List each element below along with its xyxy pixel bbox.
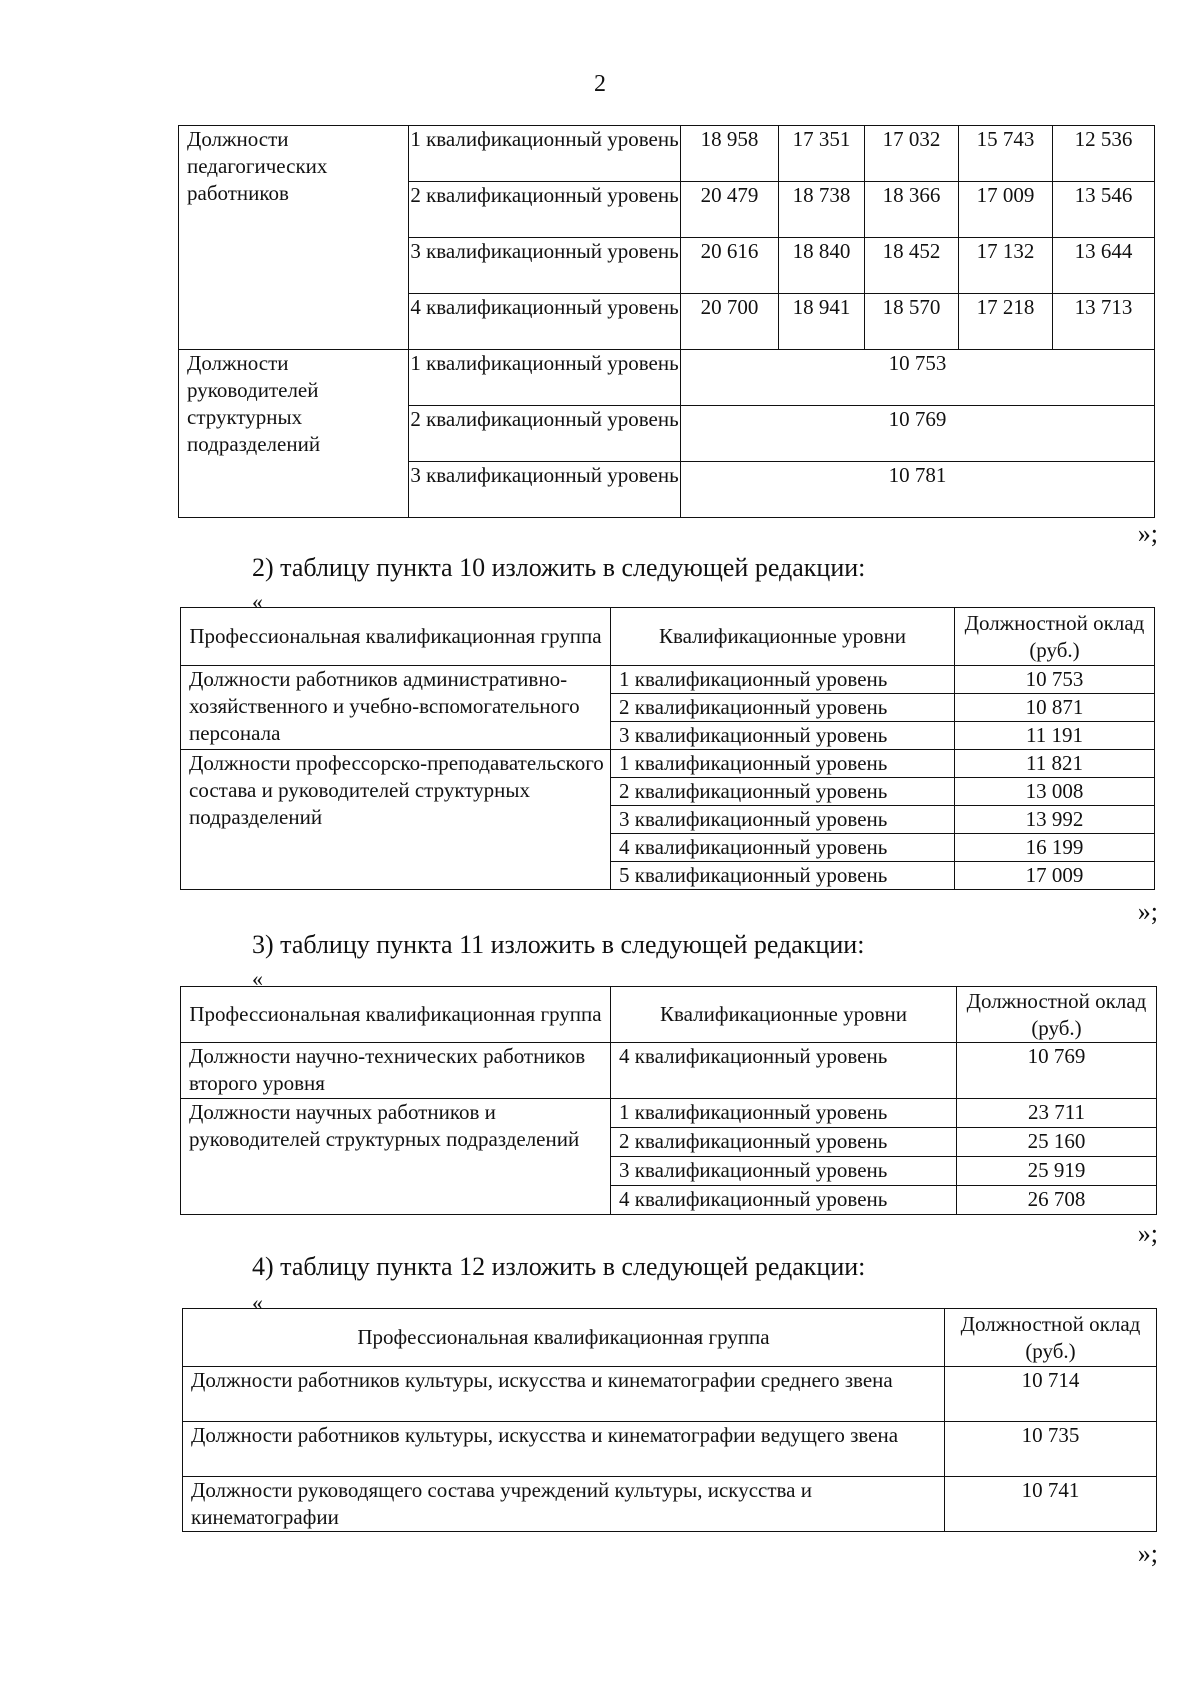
instruction-paragraph: 2) таблицу пункта 10 изложить в следующей редакции:	[252, 553, 866, 582]
table4-salary-cell: 10 735	[945, 1422, 1157, 1477]
table1-level-cell: 4 квалификационный уровень	[409, 294, 681, 350]
table2-salary-cell: 11 191	[955, 722, 1155, 750]
table3-level-cell: 4 квалификационный уровень	[611, 1043, 957, 1099]
table1-value-cell: 20 700	[681, 294, 779, 350]
table2-level-cell: 5 квалификационный уровень	[611, 862, 955, 890]
table2-header-salary: Должностной оклад (руб.)	[955, 608, 1155, 666]
table1-value-cell: 13 713	[1053, 294, 1155, 350]
table1-value-cell: 18 366	[865, 182, 959, 238]
table3-header-group: Профессиональная квалификационная группа	[181, 987, 611, 1043]
page-number: 2	[594, 71, 606, 97]
table4-salary-cell: 10 741	[945, 1477, 1157, 1532]
table2-level-cell: 2 квалификационный уровень	[611, 778, 955, 806]
instruction-paragraph: 3) таблицу пункта 11 изложить в следующей редакции:	[252, 930, 865, 959]
table2-level-cell: 1 квалификационный уровень	[611, 666, 955, 694]
table1-level-cell: 2 квалификационный уровень	[409, 406, 681, 462]
open-quote: «	[252, 1290, 263, 1315]
table1-value-cell: 12 536	[1053, 126, 1155, 182]
open-quote: «	[252, 966, 263, 991]
table-2	[180, 607, 1155, 890]
table1-level-cell: 2 квалификационный уровень	[409, 182, 681, 238]
table1-group-cell: Должности руководителей структурных подразделений	[179, 350, 409, 518]
table3-salary-cell: 26 708	[957, 1186, 1157, 1215]
table1-merged-value-cell: 10 753	[681, 350, 1155, 406]
table2-salary-cell: 16 199	[955, 834, 1155, 862]
table1-value-cell: 18 941	[779, 294, 865, 350]
table1-value-cell: 17 218	[959, 294, 1053, 350]
table4-header-salary: Должностной оклад (руб.)	[945, 1309, 1157, 1367]
table2-salary-cell: 13 008	[955, 778, 1155, 806]
table4-group-cell: Должности работников культуры, искусства и кинематографии среднего звена	[183, 1367, 945, 1422]
table1-value-cell: 18 570	[865, 294, 959, 350]
table2-salary-cell: 10 871	[955, 694, 1155, 722]
close-quote: »;	[1137, 1539, 1158, 1568]
table3-salary-cell: 25 919	[957, 1157, 1157, 1186]
table3-level-cell: 3 квалификационный уровень	[611, 1157, 957, 1186]
table2-header-group: Профессиональная квалификационная группа	[181, 608, 611, 666]
table2-salary-cell: 13 992	[955, 806, 1155, 834]
table4-group-cell: Должности руководящего состава учреждений культуры, искусства и кинематографии	[183, 1477, 945, 1532]
table3-salary-cell: 25 160	[957, 1128, 1157, 1157]
close-quote: »;	[1137, 519, 1158, 548]
table4-header-group: Профессиональная квалификационная группа	[183, 1309, 945, 1367]
table1-value-cell: 17 132	[959, 238, 1053, 294]
table1-value-cell: 20 616	[681, 238, 779, 294]
table4-salary-cell: 10 714	[945, 1367, 1157, 1422]
table3-level-cell: 4 квалификационный уровень	[611, 1186, 957, 1215]
table1-level-cell: 1 квалификационный уровень	[409, 350, 681, 406]
table3-header-salary: Должностной оклад (руб.)	[957, 987, 1157, 1043]
table1-merged-value-cell: 10 781	[681, 462, 1155, 518]
table2-level-cell: 3 квалификационный уровень	[611, 806, 955, 834]
table1-value-cell: 18 738	[779, 182, 865, 238]
table3-group-cell: Должности научных работников и руководителей структурных подразделений	[181, 1099, 611, 1215]
close-quote: »;	[1137, 1219, 1158, 1248]
close-quote: »;	[1137, 897, 1158, 926]
table2-level-cell: 4 квалификационный уровень	[611, 834, 955, 862]
table1-level-cell: 3 квалификационный уровень	[409, 462, 681, 518]
table1-group-cell: Должности педагогических работников	[179, 126, 409, 350]
table3-level-cell: 1 квалификационный уровень	[611, 1099, 957, 1128]
table2-header-levels: Квалификационные уровни	[611, 608, 955, 666]
instruction-paragraph: 4) таблицу пункта 12 изложить в следующей редакции:	[252, 1252, 866, 1281]
table2-group-cell: Должности работников административно-хозяйственного и учебно-вспомогательного персонала	[181, 666, 611, 750]
table2-level-cell: 3 квалификационный уровень	[611, 722, 955, 750]
table4-group-cell: Должности работников культуры, искусства и кинематографии ведущего звена	[183, 1422, 945, 1477]
table3-level-cell: 2 квалификационный уровень	[611, 1128, 957, 1157]
table3-header-levels: Квалификационные уровни	[611, 987, 957, 1043]
table-3	[180, 986, 1157, 1215]
table1-value-cell: 13 546	[1053, 182, 1155, 238]
table2-salary-cell: 17 009	[955, 862, 1155, 890]
table1-merged-value-cell: 10 769	[681, 406, 1155, 462]
table1-level-cell: 1 квалификационный уровень	[409, 126, 681, 182]
table3-salary-cell: 23 711	[957, 1099, 1157, 1128]
table2-salary-cell: 10 753	[955, 666, 1155, 694]
table2-group-cell: Должности профессорско-преподавательского состава и руководителей структурных подразделений	[181, 750, 611, 890]
table2-level-cell: 2 квалификационный уровень	[611, 694, 955, 722]
table3-salary-cell: 10 769	[957, 1043, 1157, 1099]
table1-value-cell: 18 840	[779, 238, 865, 294]
table1-value-cell: 17 032	[865, 126, 959, 182]
table1-value-cell: 18 958	[681, 126, 779, 182]
table-4	[182, 1308, 1157, 1532]
table1-value-cell: 20 479	[681, 182, 779, 238]
table2-salary-cell: 11 821	[955, 750, 1155, 778]
table1-value-cell: 18 452	[865, 238, 959, 294]
table1-value-cell: 13 644	[1053, 238, 1155, 294]
table1-value-cell: 17 009	[959, 182, 1053, 238]
table2-level-cell: 1 квалификационный уровень	[611, 750, 955, 778]
table1-level-cell: 3 квалификационный уровень	[409, 238, 681, 294]
open-quote: «	[252, 589, 263, 614]
table1-value-cell: 15 743	[959, 126, 1053, 182]
table3-group-cell: Должности научно-технических работников второго уровня	[181, 1043, 611, 1099]
table-1	[178, 125, 1155, 518]
table1-value-cell: 17 351	[779, 126, 865, 182]
